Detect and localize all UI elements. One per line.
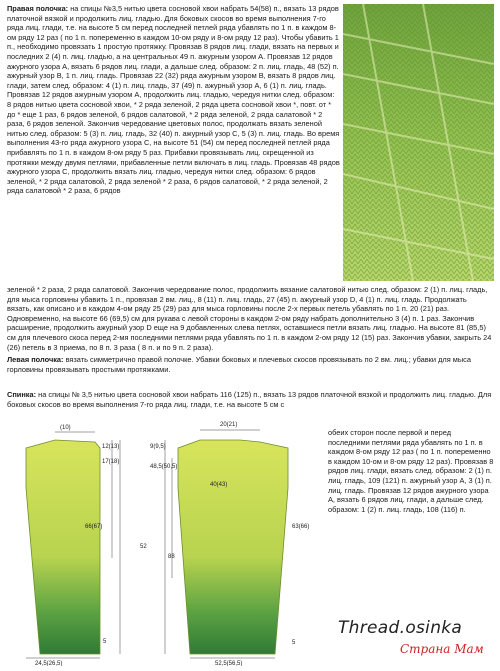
knit-swatch-photo: [343, 4, 494, 281]
left-front-text: [7, 355, 493, 374]
right-front-text: [7, 4, 340, 196]
back-armhole-label: 9(9,5): [150, 444, 166, 450]
right-front-heading: Правая полочка:: [7, 4, 69, 13]
back-height-a-label: 63(66): [292, 524, 310, 530]
front-lower-height-label: 5: [103, 639, 107, 645]
front-mid-height-label: 66(67): [85, 524, 103, 530]
front-hem-width-label: 24,5(26,5): [35, 661, 63, 666]
back-neck-label: 20(21): [220, 422, 238, 428]
back-upper-label: 48,5(50,5): [150, 464, 178, 470]
pattern-schematic: [0, 418, 325, 666]
back-paragraph-a: на спицы № 3,5 нитью цвета сосновой хвои набрать 116 (125) п., вязать 13 рядов платочной вязкой и продолжить лиц. гладью. Для боковых скосов во время выполнения 7-го ряда лиц. глади, т.е. на высоте 5 см с: [7, 390, 492, 409]
site-watermark: Thread.osinka: [338, 618, 463, 638]
front-top-width-label: (10): [60, 425, 71, 431]
back-shoulder-label: 40(43): [210, 482, 228, 488]
back-text: [7, 390, 493, 409]
right-front-continued: зеленой * 2 раза, 2 ряда салатовой. Закончив чередование полос, продолжить вязание салатовой нитью след. образом: 2 (1) п. лиц. гладь, для мыса горловины убавить 1 п., провязав 2 вм. лиц., 8 (11) п. лиц. гладь, 27 (45) п. ажурный узор D, 4 (1) п. лиц. гладь. Продолжать вязать, как описано и в каждом 4-ом ряду 25 (29) раз для мыса горловины после 2-х первых петель убавлять по 1 п. 20 (21) раз. Одновременно, на высоте 66 (69,5) см для рукава с левой стороны в каждом 2-ом ряду набрать дополнительно 3 (4) п. 1 раз. Закончив расширение, продолжить ажурный узор D еще на 9 добавленных слева петлях, оставшиеся петли вязать лиц. гладью. На высоте 81 (85,5) см для плечевого скоса перед 2-мя последними петлями ряда убавлять по 1 п. в каждом 2-ом ряду 12 (15) раз. Закончив убавки, закрыть 24 (26) петель в 3 приема, по 8 п. 3 раза ( 8 п. и по 9 п. 2 раза).: [7, 285, 492, 352]
stamp-watermark: Страна Мам: [400, 642, 484, 656]
front-shoulder-label: 12(13): [102, 444, 120, 450]
front-side-total-label: 52: [140, 544, 147, 550]
back-heading: Спинка:: [7, 390, 37, 399]
right-front-paragraph: на спицы №3,5 нитью цвета сосновой хвои набрать 54(58) п., вязать 13 рядов платочной вязкой и продолжить лиц. гладью. Для боковых скосов во время выполнения 7-го ряда лиц. глади, т.е. на высоте 5 см перед последней петлей ряда убавлять по 1 п. в каждом 8-ом ряду 12 раз ( по 1 п. попеременно в каждом 10-ом ряду и 8-ом ряду 12 раз). Чтобы убавить 1 п., необходимо провязать 1 простую протяжку. Провязав 8 рядов лиц. глади, вязать на первых и последних 2 (4) п. лиц. гладью, а на центральных 49 п. ажурным узором А. Провязав 12 рядов ажурного узора А, вязать 6 рядов лиц. глади, а дальше след. образом: 2 п. лиц. гладь, 48 (52) п. ажурный узор В, 1 п. лиц. гладь. Провязав 22 (32) ряда ажурным узором В, вязать 8 рядов лиц. глади, затем след. образом: 4 (1) п. лиц. гладь, 37 (49) п. ажурный узор А, 6 (1) п. лиц. гладь. Провязав 12 рядов ажурным узором А, продолжить лиц. гладью, чередуя нитки след. образом: 8 рядов нитью цвета сосновой хвои, * 2 ряда зеленой, 2 ряда цвета сосновой хвои *, повт. от * до * еще 1 раз, 6 рядов зеленой, 6 рядов салатовой, * 2 ряда зеленой, 2 ряда салатовой * 2 раза, 6 рядов зеленой. Закончив чередование цветовых полос, продолжать вязать зеленой нитью след. образом: 5 (3) п. лиц. гладь, 32 (40) п. ажурный узор С, 5 (3) п. лиц. гладь. Во время выполнения 43-го ряда ажурного узора С, на высоте 51 (54) см перед последней петлей ряда прибавлять по 1 п. в каждом 8-ом ряду 5 раз. Прибавки провязывать лиц. скрещенной из протяжки между двумя петлями, прибавленные петли включать в лиц. гладь. Провязав 48 рядов ажурного узора С, продолжить вязать лиц. гладью, чередуя нитки след. образом: 6 рядов зеленой, * 2 ряда салатовой, 2 ряда зеленой * 2 раза, 6 рядов салатовой, * 2 ряда зеленой, 2 ряда салатовой * 2 раза, 6 рядов: [7, 4, 340, 196]
back-height-b-label: 5: [292, 640, 296, 646]
back-height-total-label: 88: [168, 554, 175, 560]
back-piece-shape: [178, 440, 288, 654]
left-front-paragraph: вязать симметрично правой полочке. Убавки боковых и плечевых скосов провязывать по 2 вм. лиц.; убавки для мыса горловины провязывать простыми протяжками.: [7, 355, 471, 374]
left-front-heading: Левая полочка:: [7, 355, 64, 364]
back-hem-width-label: 52,5(56,5): [215, 661, 243, 666]
back-paragraph-b: обеих сторон после первой и перед последними петлями ряда убавлять по 1 п. в каждом 8-ом ряду 12 раз ( по 1 п. попеременно в каждом 10-ом и 8-ом ряду 12 раз). Провязав 8 рядов лиц. глади, вязать след. образом: 2 (1) п. лиц. гладь, 109 (121) п. ажурный узор А, 3 (1) п. лиц. гладь. Провязав 12 рядов ажурного узора А, вязать 6 рядов лиц. глади, а дальше след. образом: 1 (2) п. лиц. гладь, 108 (116) п.: [328, 428, 494, 514]
front-upper-side-label: 17(18): [102, 459, 120, 465]
front-piece-shape: [26, 440, 103, 654]
